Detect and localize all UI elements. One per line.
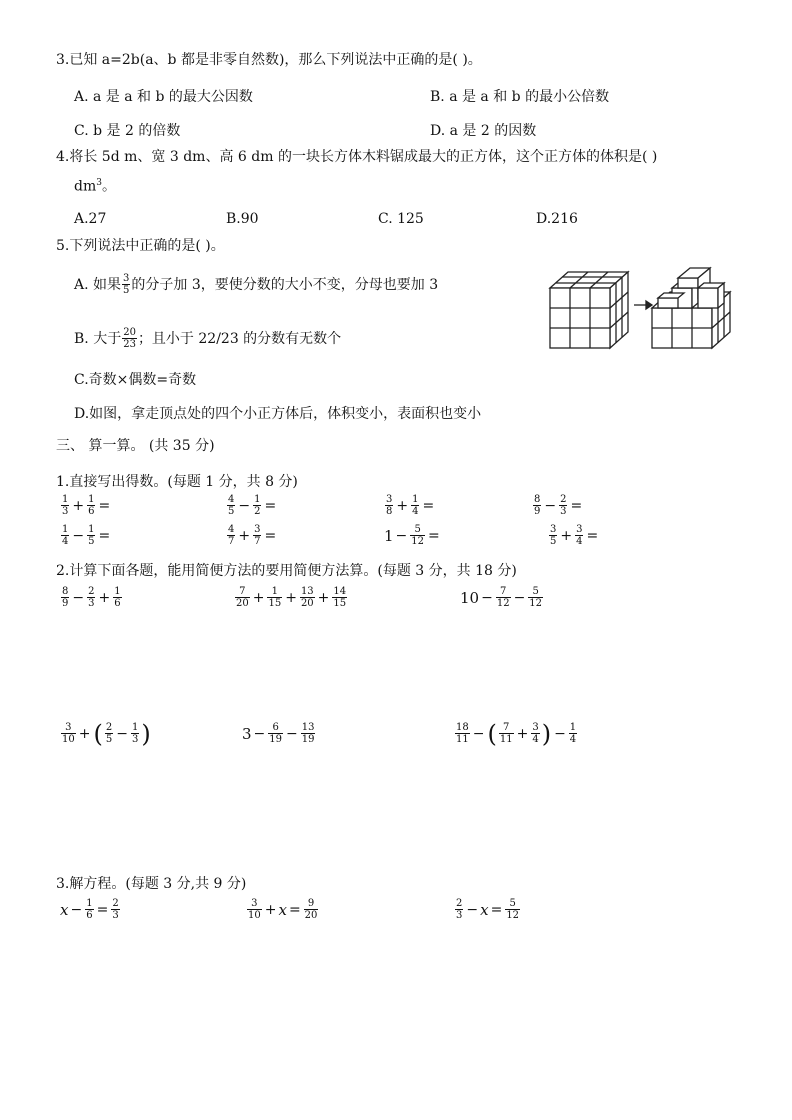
p1-item-3: $\frac{3}{8}$ + $\frac{1}{4}$ = bbox=[386, 494, 435, 517]
q5-option-b: B. 大于 $\frac{20}{23}$ ；且小于 22/23 的分数有无数个 bbox=[74, 326, 342, 350]
fraction: $\frac{3}{5}$ bbox=[123, 272, 130, 296]
p3-eq-1: x − $\frac{1}{6}$ = $\frac{2}{3}$ bbox=[60, 898, 119, 921]
p1-item-8: $\frac{3}{5}$ + $\frac{3}{4}$ = bbox=[550, 524, 599, 547]
q4-option-c: C. 125 bbox=[378, 211, 424, 227]
fraction: $\frac{20}{23}$ bbox=[123, 326, 136, 350]
q5-option-d: D.如图，拿走顶点处的四个小正方体后，体积变小，表面积也变小 bbox=[74, 406, 482, 422]
q3-option-d: D. a 是 2 的因数 bbox=[430, 123, 537, 139]
arrow-right-icon bbox=[634, 301, 652, 309]
q4-option-a: A.27 bbox=[74, 211, 107, 227]
p1-item-2: $\frac{4}{5}$ − $\frac{1}{2}$ = bbox=[228, 494, 277, 517]
p2-expr-1: $\frac{8}{9}$ − $\frac{2}{3}$ + $\frac{1}{6}$ bbox=[62, 586, 121, 609]
q3-option-a: A. a 是 a 和 b 的最大公因数 bbox=[74, 89, 253, 105]
p1-title: 1.直接写出得数。(每题 1 分，共 8 分) bbox=[56, 474, 298, 490]
q5-option-a: A. 如果 $\frac{3}{5}$ 的分子加 3，要使分数的大小不变，分母也要加 3 bbox=[74, 272, 439, 296]
p2-title: 2.计算下面各题，能用简便方法的要用简便方法算。(每题 3 分，共 18 分) bbox=[56, 563, 517, 579]
q5-option-c: C.奇数×偶数=奇数 bbox=[74, 372, 197, 388]
p2-expr-3: 10 − $\frac{7}{12}$ − $\frac{5}{12}$ bbox=[460, 586, 543, 609]
q4-option-b: B.90 bbox=[226, 211, 259, 227]
section3-title: 三、 算一算。 (共 35 分) bbox=[56, 438, 215, 454]
q4-stem: 4.将长 5d m、宽 3 dm、高 6 dm 的一块长方体木料锯成最大的正方体，这个正方体的体积是( ) bbox=[56, 149, 658, 165]
p1-item-1: $\frac{1}{3}$ + $\frac{1}{6}$ = bbox=[62, 494, 111, 517]
q5-stem: 5.下列说法中正确的是( )。 bbox=[56, 238, 225, 254]
cube-stack-figure bbox=[546, 262, 738, 352]
q3-option-b: B. a 是 a 和 b 的最小公倍数 bbox=[430, 89, 610, 105]
p1-item-4: $\frac{8}{9}$ − $\frac{2}{3}$ = bbox=[534, 494, 583, 517]
p2-expr-2: $\frac{7}{20}$ + $\frac{1}{15}$ + $\frac{13}{20}$ + $\frac{14}{15}$ bbox=[236, 586, 347, 609]
p2-expr-4: $\frac{3}{10}$ + ( $\frac{2}{5}$ − $\frac{1}{3}$ ) bbox=[62, 719, 151, 748]
p2-expr-5: 3 − $\frac{6}{19}$ − $\frac{13}{19}$ bbox=[242, 722, 315, 745]
q3-stem: 3.已知 a=2b(a、b 都是非零自然数)，那么下列说法中正确的是( )。 bbox=[56, 52, 482, 68]
p2-expr-6: $\frac{18}{11}$ − ( $\frac{7}{11}$ + $\frac{3}{4}$ ) − $\frac{1}{4}$ bbox=[456, 719, 577, 748]
p1-item-5: $\frac{1}{4}$ − $\frac{1}{5}$ = bbox=[62, 524, 111, 547]
p3-eq-3: $\frac{2}{3}$ − x = $\frac{5}{12}$ bbox=[456, 898, 520, 921]
p1-item-6: $\frac{4}{7}$ + $\frac{3}{7}$ = bbox=[228, 524, 277, 547]
q3-option-c: C. b 是 2 的倍数 bbox=[74, 123, 181, 139]
p3-eq-2: $\frac{3}{10}$ + x = $\frac{9}{20}$ bbox=[248, 898, 318, 921]
p1-item-7: 1 − $\frac{5}{12}$ = bbox=[384, 524, 440, 547]
p3-title: 3.解方程。(每题 3 分,共 9 分) bbox=[56, 876, 247, 892]
q4-unit: $dm^3$。 bbox=[74, 178, 116, 195]
q4-option-d: D.216 bbox=[536, 211, 578, 227]
